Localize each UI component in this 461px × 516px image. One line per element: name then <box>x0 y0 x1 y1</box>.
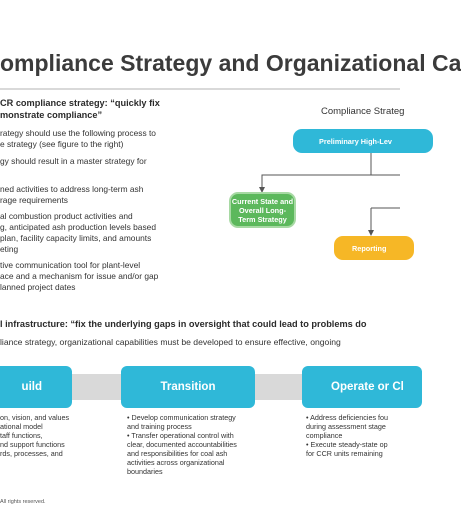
strategy-text-line: e strategy (see figure to the right) <box>0 139 124 149</box>
strategy-text-line: tive communication tool for plant-level <box>0 260 141 270</box>
strategy-text-line: plan, facility capacity limits, and amounts <box>0 233 152 243</box>
strategy-text-line: ned activities to address long-term ash <box>0 184 144 194</box>
diagram-node-current-state: Current State and Overall Long-Term Strategy <box>229 192 296 228</box>
diagram-title: Compliance Strateg <box>321 106 405 117</box>
transition-text-line: and training process <box>127 422 192 431</box>
operate-text-line: for CCR units remaining <box>306 449 383 458</box>
diagram-node-reporting: Reporting <box>334 236 414 260</box>
footer-copyright: All rights reserved. <box>0 499 46 505</box>
build-text-line: ational model <box>0 422 43 431</box>
phase-build: uild <box>0 366 72 408</box>
strategy-text-line: al combustion product activities and <box>0 211 133 221</box>
operate-text-line: • Execute steady-state op <box>306 440 388 449</box>
build-text-line: rds, processes, and <box>0 449 63 458</box>
transition-text-line: and responsibilities for coal ash <box>127 449 228 458</box>
strategy-text-line: g, anticipated ash production levels based <box>0 222 156 232</box>
strategy-text-line: gy should result in a master strategy for <box>0 156 147 166</box>
infrastructure-subtext: liance strategy, organizational capabilities must be developed to ensure effective, ongoing <box>0 337 341 347</box>
strategy-heading-line-2: monstrate compliance” <box>0 110 103 120</box>
build-text-line: taff functions, <box>0 431 43 440</box>
page-title: ompliance Strategy and Organizational Ca <box>0 50 461 76</box>
operate-text-line: during assessment stage <box>306 422 386 431</box>
transition-text-line: clear, documented accountabilities <box>127 440 237 449</box>
build-text-line: on, vision, and values <box>0 413 70 422</box>
strategy-text-line: ace and a mechanism for issue and/or gap <box>0 271 159 281</box>
build-text-line: nd support functions <box>0 440 65 449</box>
diagram-node-preliminary: Preliminary High-Lev <box>293 129 433 153</box>
strategy-heading-line-1: CR compliance strategy: “quickly fix <box>0 98 160 108</box>
infrastructure-heading: l infrastructure: “fix the underlying gaps in oversight that could lead to problems do <box>0 319 367 329</box>
phase-transition: Transition <box>121 366 255 408</box>
phase-operate: Operate or Cl <box>302 366 422 408</box>
operate-text-line: • Address deficiencies fou <box>306 413 389 422</box>
operate-text-line: compliance <box>306 431 343 440</box>
transition-text-line: • Transfer operational control with <box>127 431 234 440</box>
strategy-text-line: lanned project dates <box>0 282 76 292</box>
strategy-text-line: eting <box>0 244 19 254</box>
strategy-text-line: rategy should use the following process to <box>0 128 156 138</box>
transition-text-line: boundaries <box>127 467 163 476</box>
transition-text-line: activities across organizational <box>127 458 225 467</box>
transition-text-line: • Develop communication strategy <box>127 413 236 422</box>
strategy-text-line: rage requirements <box>0 195 68 205</box>
